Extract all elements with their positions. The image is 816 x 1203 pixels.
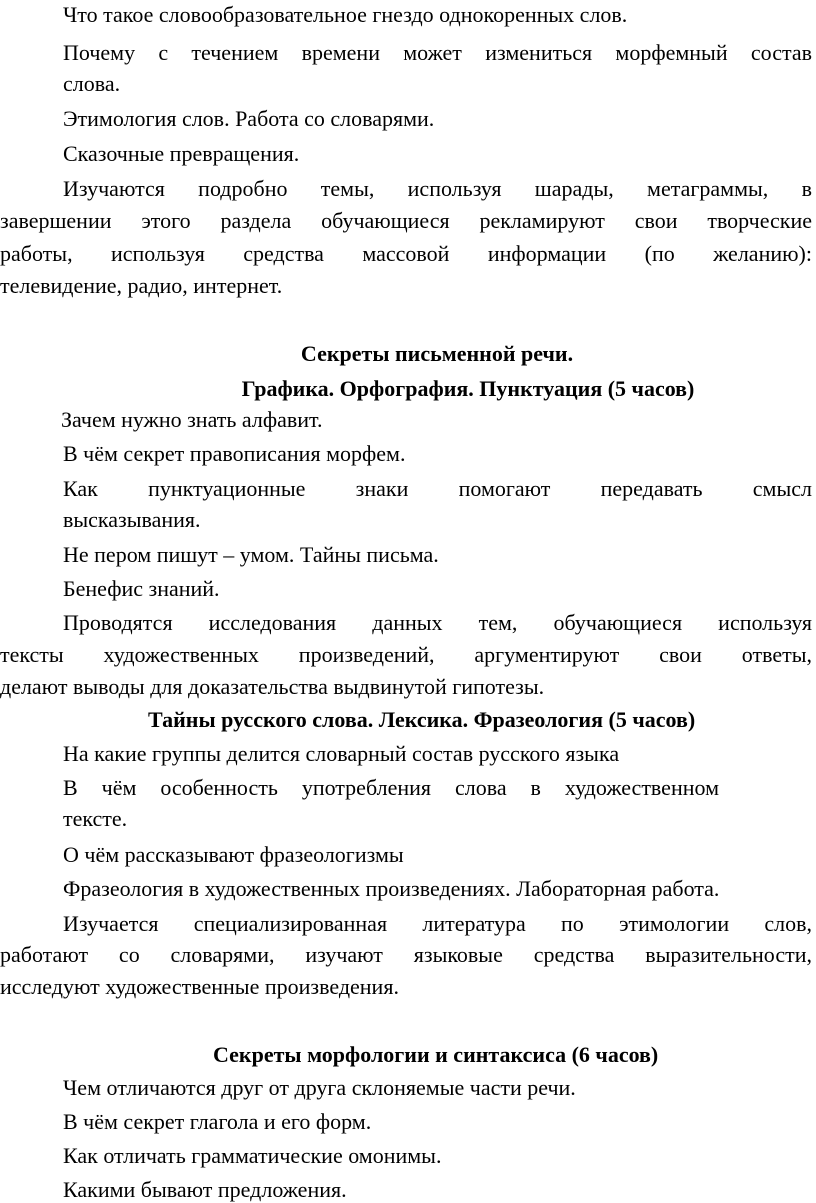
list-item: Сказочные превращения. [63, 141, 300, 166]
list-item: Почему с течением времени может измениться морфемный состав [63, 40, 812, 65]
list-item: На какие группы делится словарный состав русского языка [63, 741, 620, 766]
list-item: Этимология слов. Работа со словарями. [63, 106, 435, 131]
paragraph-line: телевидение, радио, интернет. [0, 273, 283, 298]
paragraph-line: Проводятся исследования данных тем, обучающиеся используя [63, 610, 812, 635]
list-item: Как отличать грамматические омонимы. [63, 1143, 442, 1168]
list-item: Как пунктуационные знаки помогают передавать смысл [63, 476, 812, 501]
paragraph-line: Изучается специализированная литература по этимологии слов, [63, 911, 812, 936]
paragraph-line: работают со словарями, изучают языковые средства выразительности, [0, 942, 812, 967]
paragraph-line: завершении этого раздела обучающиеся рекламируют свои творческие [0, 208, 812, 233]
list-item-continuation: тексте. [63, 806, 128, 831]
paragraph-line: Изучаются подробно темы, используя шарады, метаграммы, в [63, 176, 812, 201]
list-item: Какими бывают предложения. [63, 1177, 347, 1202]
paragraph-line: тексты художественных произведений, аргументируют свои ответы, [0, 642, 812, 667]
list-item: В чём секрет правописания морфем. [63, 441, 406, 466]
list-item: Что такое словообразовательное гнездо однокоренных слов. [63, 2, 628, 27]
section-heading: Секреты морфологии и синтаксиса (6 часов) [213, 1042, 659, 1067]
list-item: Зачем нужно знать алфавит. [61, 407, 323, 432]
paragraph-line: работы, используя средства массовой информации (по желанию): [0, 241, 812, 266]
list-item: Чем отличаются друг от друга склоняемые части речи. [63, 1075, 576, 1100]
paragraph-line: делают выводы для доказательства выдвинутой гипотезы. [0, 674, 545, 699]
list-item: Бенефис знаний. [63, 576, 220, 601]
section-heading: Тайны русского слова. Лексика. Фразеология (5 часов) [148, 707, 696, 732]
list-item: Не пером пишут – умом. Тайны письма. [63, 542, 439, 567]
section-subheading: Графика. Орфография. Пунктуация (5 часов) [241, 376, 695, 401]
section-heading: Секреты письменной речи. [300, 341, 574, 366]
list-item: Фразеология в художественных произведениях. Лабораторная работа. [63, 876, 720, 901]
list-item: В чём особенность употребления слова в художественном [63, 775, 719, 800]
list-item-continuation: слова. [63, 71, 121, 96]
paragraph-line: исследуют художественные произведения. [0, 974, 399, 999]
list-item: В чём секрет глагола и его форм. [63, 1109, 372, 1134]
list-item: О чём рассказывают фразеологизмы [63, 842, 404, 867]
list-item-continuation: высказывания. [63, 507, 201, 532]
